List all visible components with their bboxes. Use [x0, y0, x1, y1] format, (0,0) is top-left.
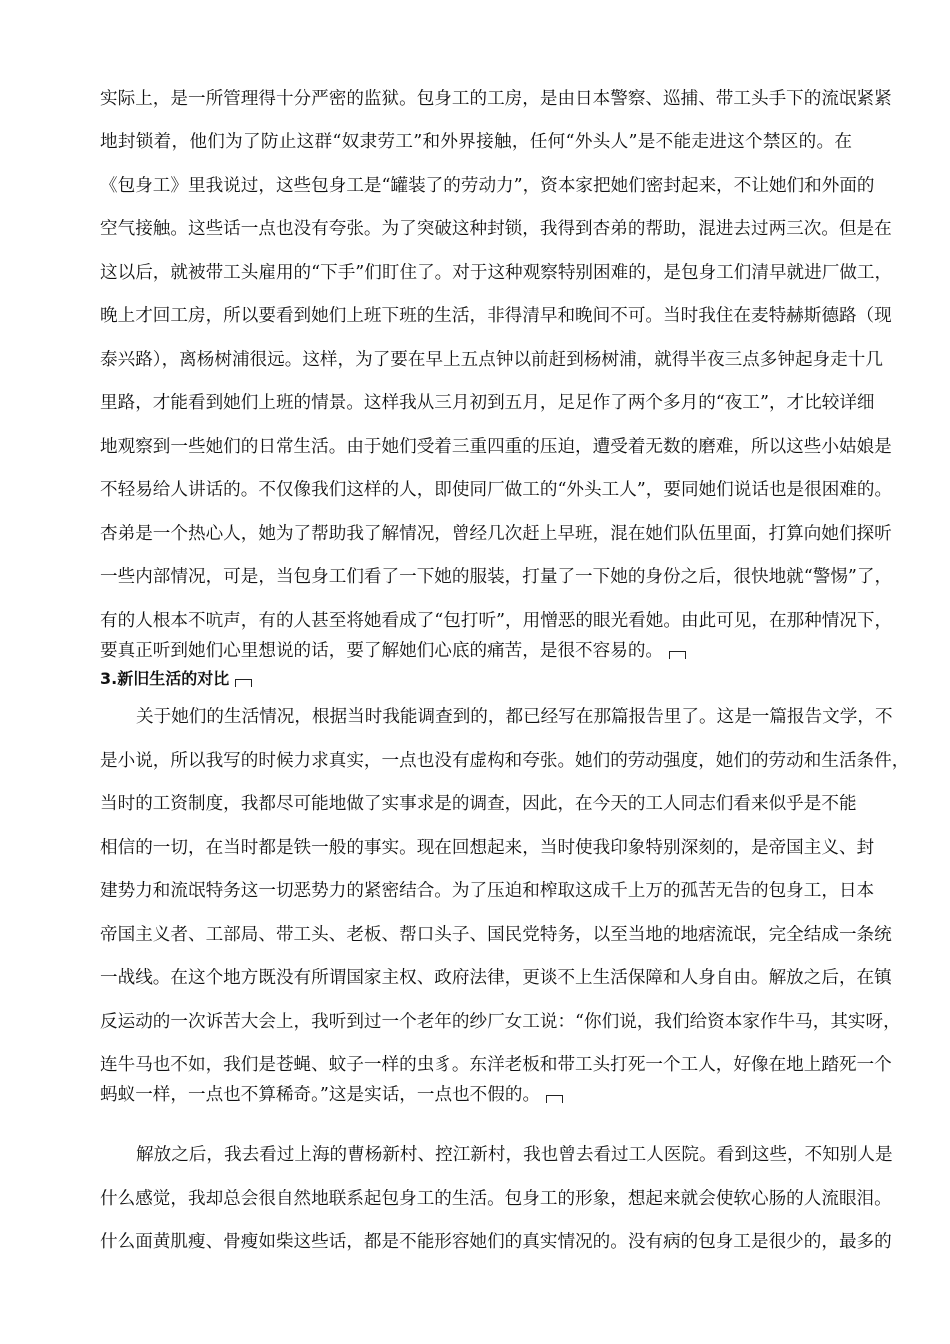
section-heading	[100, 668, 252, 690]
text-line: 空气接触。这些话一点也没有夸张。为了突破这种封锁，我得到杏弟的帮助，混进去过两三次。但是在	[100, 219, 892, 239]
text-line: 关于她们的生活情况，根据当时我能调查到的，都已经写在那篇报告里了。这是一篇报告文学，不	[136, 707, 893, 727]
text-line: 一战线。在这个地方既没有所谓国家主权、政府法律，更谈不上生活保障和人身自由。解放之后，在镇	[100, 968, 892, 988]
paragraph-mark-icon	[235, 679, 252, 687]
text-line: 帝国主义者、工部局、带工头、老板、帮口头子、国民党特务，以至当地的地痞流氓，完全结成一条统	[100, 925, 892, 945]
text-line: 是小说，所以我写的时候力求真实，一点也没有虚构和夸张。她们的劳动强度，她们的劳动和生活条件，	[100, 751, 910, 771]
text-line	[100, 1084, 852, 1106]
text-line: 《包身工》里我说过，这些包身工是“罐装了的劳动力”，资本家把她们密封起来，不让她们和外面的	[100, 176, 875, 196]
text-line: 一些内部情况，可是，当包身工们看了一下她的服装，打量了一下她的身份之后，很快地就“警惕”了，	[100, 567, 893, 587]
text-line: 什么面黄肌瘦、骨瘦如柴这些话，都是不能形容她们的真实情况的。没有病的包身工是很少的，最多的	[100, 1232, 892, 1252]
text-line: 泰兴路），离杨树浦很远。这样，为了要在早上五点钟以前赶到杨树浦，就得半夜三点多钟起身走十几	[100, 350, 883, 370]
text-line	[100, 640, 852, 662]
text-line: 地封锁着，他们为了防止这群“奴隶劳工”和外界接触，任何“外头人”是不能走进这个禁区的。在	[100, 132, 852, 152]
text-line: 实际上，是一所管理得十分严密的监狱。包身工的工房，是由日本警察、巡捕、带工头手下的流氓紧紧	[100, 89, 892, 109]
text-line: 地观察到一些她们的日常生活。由于她们受着三重四重的压迫，遭受着无数的磨难，所以这些小姑娘是	[100, 437, 892, 457]
text-line: 反运动的一次诉苦大会上，我听到过一个老年的纱厂女工说：“你们说，我们给资本家作牛马，其实呀，	[100, 1012, 901, 1032]
text-line: 有的人根本不吭声，有的人甚至将她看成了“包打听”，用憎恶的眼光看她。由此可见，在那种情况下，	[100, 611, 893, 631]
text-line: 当时的工资制度，我都尽可能地做了实事求是的调查，因此，在今天的工人同志们看来似乎是不能	[100, 794, 857, 814]
paragraph-mark-icon	[669, 651, 686, 659]
text-line-content: 蚂蚁一样，一点也不算稀奇。”这是实话，一点也不假的。	[100, 1085, 541, 1105]
text-line: 不轻易给人讲话的。不仅像我们这样的人，即使同厂做工的“外头工人”，要同她们说话也是很困难的。	[100, 480, 893, 500]
text-line: 里路，才能看到她们上班的情景。这样我从三月初到五月，足足作了两个多月的“夜工”，才比较详细	[100, 393, 875, 413]
text-line: 解放之后，我去看过上海的曹杨新村、控江新村，我也曾去看过工人医院。看到这些，不知别人是	[136, 1145, 893, 1165]
text-line: 相信的一切，在当时都是铁一般的事实。现在回想起来，当时使我印象特别深刻的，是帝国主义、封	[100, 838, 875, 858]
text-line-content: 要真正听到她们心里想说的话，要了解她们心底的痛苦，是很不容易的。	[100, 641, 664, 661]
text-line: 杏弟是一个热心人，她为了帮助我了解情况，曾经几次赶上早班，混在她们队伍里面，打算向她们探听	[100, 524, 892, 544]
text-line: 这以后，就被带工头雇用的“下手”们盯住了。对于这种观察特别困难的，是包身工们清早就进厂做工，	[100, 263, 893, 283]
text-line: 连牛马也不如，我们是苍蝇、蚊子一样的虫豸。东洋老板和带工头打死一个工人，好像在地上踏死一个	[100, 1055, 892, 1075]
paragraph-mark-icon	[546, 1095, 563, 1103]
text-line: 建势力和流氓特务这一切恶势力的紧密结合。为了压迫和榨取这成千上万的孤苦无告的包身工，日本	[100, 881, 875, 901]
section-heading-text: 3.新旧生活的对比	[100, 669, 230, 688]
text-line: 晚上才回工房，所以要看到她们上班下班的生活，非得清早和晚间不可。当时我住在麦特赫斯德路（现	[100, 306, 892, 326]
text-line: 什么感觉，我却总会很自然地联系起包身工的生活。包身工的形象，想起来就会使软心肠的人流眼泪。	[100, 1189, 892, 1209]
